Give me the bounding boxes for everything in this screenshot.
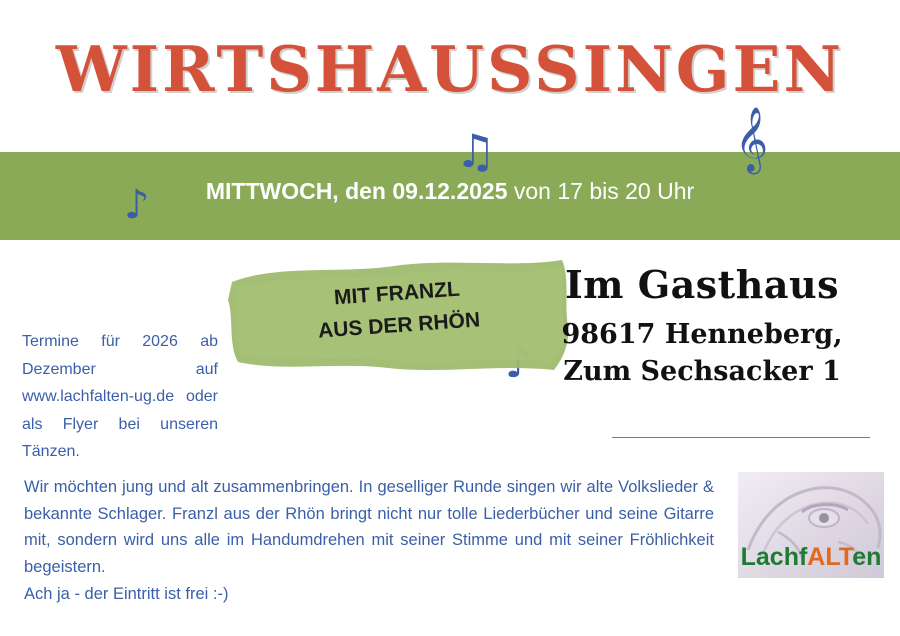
- date-band-bold: MITTWOCH, den 09.12.2025: [205, 178, 508, 204]
- venue-divider: [612, 437, 870, 438]
- upcoming-dates-text: Termine für 2026 ab Dezember auf www.lachfalten-ug.de oder als Flyer bei unseren Tänzen.: [22, 333, 218, 461]
- description-paragraph: Wir möchten jung und alt zusammenbringen. In geselliger Runde singen wir alte Volkslieder & bekannte Schlager. Franzl aus der Rhön bringt nicht nur tolle Liederbücher und seine Gitarre mit, sondern wird uns alle im Handumdrehen mit seiner Stimme und mit seiner Fröhlichkeit begeistern.: [24, 478, 714, 577]
- logo-wordmark: [738, 543, 884, 572]
- page-title: WIRTSHAUSSINGEN: [55, 32, 845, 106]
- venue-street: Zum Sechsacker 1: [563, 356, 841, 387]
- treble-clef-icon: 𝄞: [735, 107, 769, 172]
- venue-block: [522, 262, 882, 387]
- logo-part-2: ALT: [807, 543, 853, 571]
- description-block: [24, 474, 714, 608]
- single-note-icon-left: ♪: [124, 182, 150, 228]
- double-note-icon: ♫: [455, 124, 497, 178]
- logo-part-3: en: [852, 543, 882, 571]
- brush-line-1: MIT FRANZL: [333, 277, 461, 310]
- logo: [738, 472, 884, 578]
- brush-line-2: AUS DER RHÖN: [317, 307, 481, 343]
- free-entry-note: Ach ja - der Eintritt ist frei :-): [24, 584, 229, 603]
- logo-part-1: Lachf: [740, 543, 808, 571]
- venue-city: 98617 Henneberg,: [561, 319, 843, 350]
- venue-name: Im Gasthaus: [564, 262, 839, 307]
- date-band-rest: von 17 bis 20 Uhr: [507, 178, 695, 204]
